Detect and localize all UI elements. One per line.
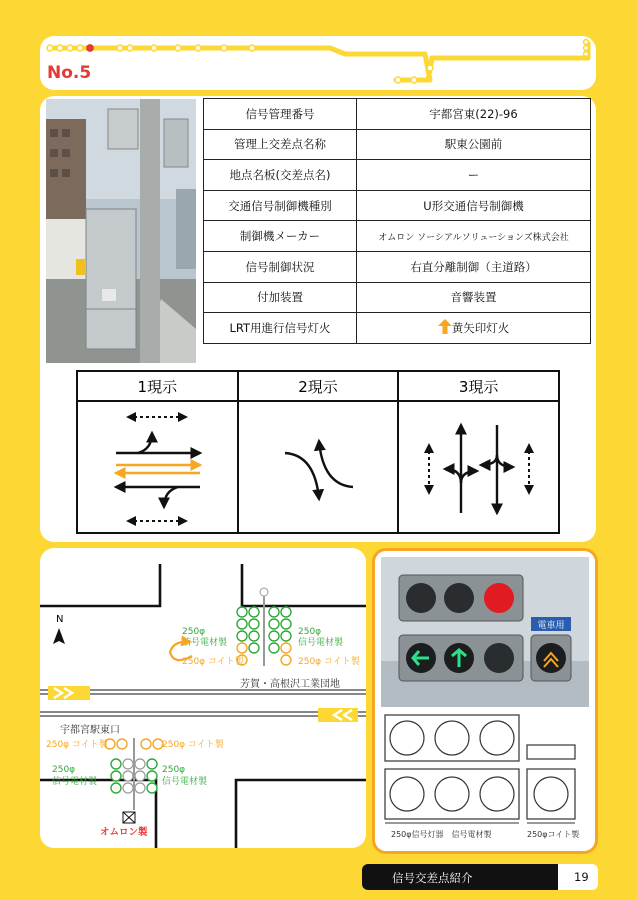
info-value: ー [357,160,591,191]
info-key: 地点名板(交差点名) [204,160,357,191]
info-value: 右直分離制御（主道路） [357,251,591,282]
footer-title: 信号交差点紹介 [392,871,473,885]
info-value [357,313,591,344]
route-line-graphic [40,36,596,90]
info-key: 交通信号制御機種別 [204,190,357,221]
phase-header-2: 2現示 [238,371,399,401]
phase-header-1: 1現示 [77,371,238,401]
info-key: 信号制御状況 [204,251,357,282]
caption-left: 250φ信号灯器 信号電材製 [391,830,492,839]
sig-label: 250φ [298,627,322,637]
header-panel [40,36,596,90]
lrt-signal-text: 黄矢印灯火 [451,321,510,336]
info-key: LRT用進行信号灯火 [204,313,357,344]
phase-diagram-2-cell [238,401,399,533]
signal-line-drawing [385,715,575,819]
signal-head-illustration [375,551,595,851]
info-row [204,129,591,160]
north-label: N [56,614,64,625]
page-footer [362,864,598,890]
sig-label: 250φ コイト製 [182,657,244,667]
intersection-number: No.5 [47,63,92,83]
intersection-map-panel [40,548,366,848]
info-row [204,190,591,221]
phase-diagram-1-cell [77,401,238,533]
phase-3-diagram [399,403,559,531]
north-arrow-icon [53,628,65,644]
info-key: 信号管理番号 [204,99,357,130]
info-value: 宇都宮東(22)-96 [357,99,591,130]
info-key: 管理上交差点名称 [204,129,357,160]
controller-photo [46,99,196,363]
info-key: 制御機メーカー [204,221,357,252]
info-row [204,160,591,191]
tram-plate-text: 電車用 [537,621,565,631]
sig-label: 信号電材製 [182,638,228,648]
caption-right: 250φコイト製 [527,830,580,839]
sig-label: 250φ コイト製 [46,740,108,750]
info-row [204,221,591,252]
phase-diagram-3-cell [398,401,559,533]
info-value: 音響装置 [357,282,591,313]
current-stop-marker [87,45,94,52]
signal-info-table [203,98,591,344]
upper-signal-cluster [237,588,291,666]
red-light-icon [484,583,514,613]
direction-marker-east [48,686,90,700]
sig-label: 250φ コイト製 [162,740,224,750]
phase-header-3: 3現示 [398,371,559,401]
road-label-upper: 芳賀・高根沢工業団地 [240,679,340,690]
phase-2-diagram [239,403,399,531]
controller-maker-label: オムロン製 [100,827,148,838]
signal-photo-panel [372,548,598,854]
intersection-map [40,548,366,848]
info-row [204,282,591,313]
sig-label: 250φ [52,765,76,775]
page-number: 19 [574,870,589,884]
sig-label: 250φ [162,765,186,775]
direction-marker-west [318,708,358,722]
main-panel [40,96,596,542]
sig-label: 信号電材製 [52,777,98,787]
footer-bar [362,864,558,890]
phase-table [76,370,560,534]
phase-1-diagram [78,403,238,531]
info-value: オムロン ソーシアルソリューションズ株式会社 [357,221,591,252]
sig-label: 250φ [182,627,206,637]
road-label-lower: 宇都宮駅東口 [60,725,120,736]
sig-label: 250φ コイト製 [298,657,360,667]
info-key: 付加装置 [204,282,357,313]
info-row [204,251,591,282]
info-row [204,313,591,344]
info-value: U形交通信号制御機 [357,190,591,221]
info-row [204,99,591,130]
info-value: 駅東公園前 [357,129,591,160]
sig-label: 信号電材製 [298,638,344,648]
sig-label: 信号電材製 [162,777,208,787]
lower-signal-cluster [105,738,163,823]
yellow-arrow-up-icon [438,319,452,334]
